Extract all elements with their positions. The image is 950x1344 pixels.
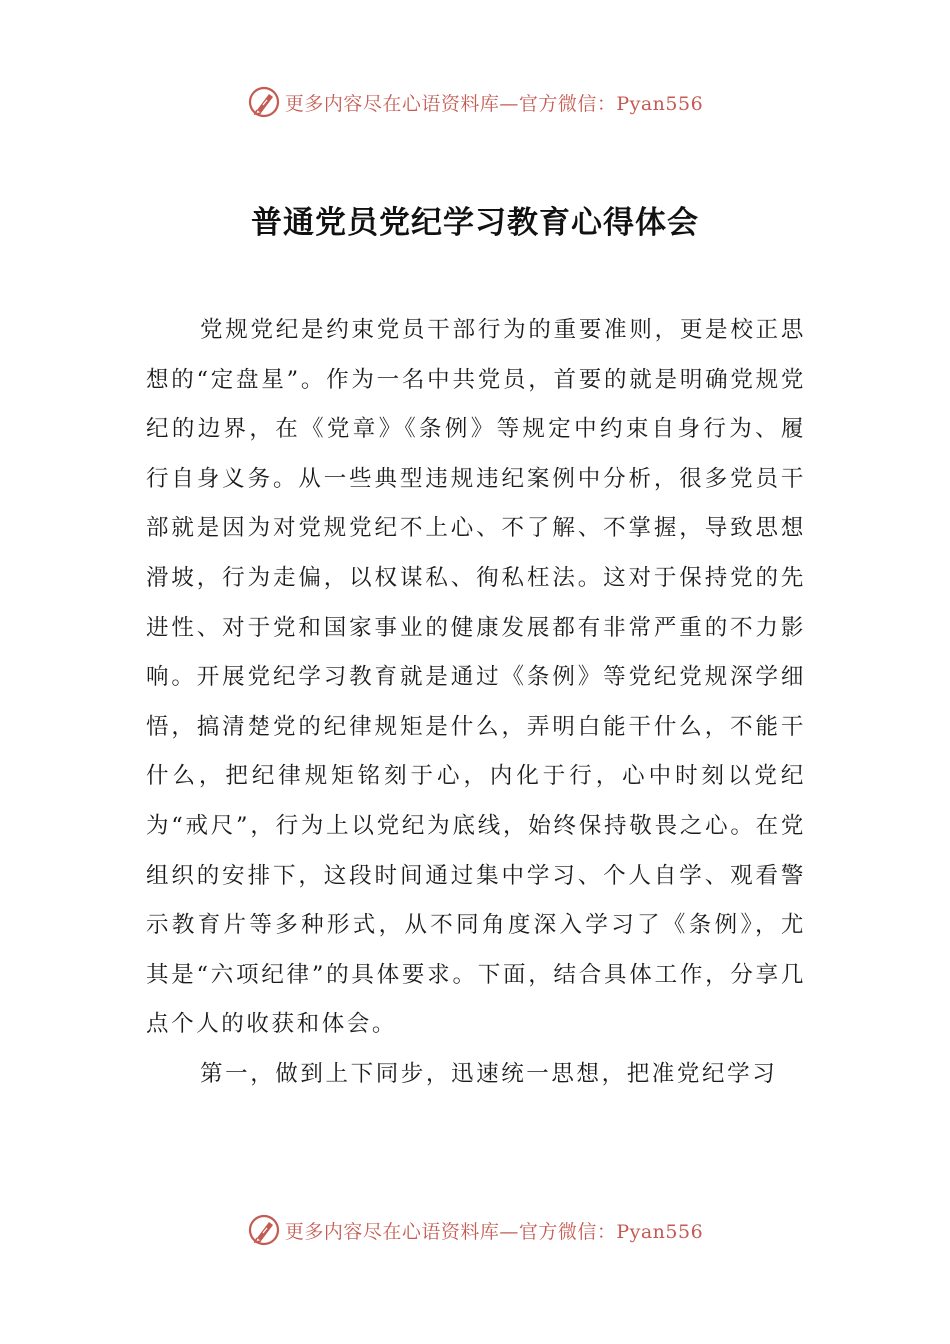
pen-nib-logo-icon [247, 85, 281, 119]
pen-nib-logo-icon [247, 1213, 281, 1247]
paragraph: 党规党纪是约束党员干部行为的重要准则，更是校正思想的“定盘星”。作为一名中共党员，首要的就是明确党规党纪的边界，在《党章》《条例》等规定中约束自身行为、履行自身义务。从一些典型违规违纪案例中分析，很多党员干部就是因为对党规党纪不上心、不了解、不掌握，导致思想滑坡，行为走偏，以权谋私、徇私枉法。这对于保持党的先进性、对于党和国家事业的健康发展都有非常严重的不力影响。开展党纪学习教育就是通过《条例》等党纪党规深学细悟，搞清楚党的纪律规矩是什么，弄明白能干什么，不能干什么，把纪律规矩铭刻于心，内化于行，心中时刻以党纪为“戒尺”，行为上以党纪为底线，始终保持敬畏之心。在党组织的安排下，这段时间通过集中学习、个人自学、观看警示教育片等多种形式，从不同角度深入学习了《条例》，尤其是“六项纪律”的具体要求。下面，结合具体工作，分享几点个人的收获和体会。 [146, 317, 806, 1038]
header-banner-text: 更多内容尽在心语资料库—官方微信：Pyan556 [284, 92, 704, 115]
header-banner [0, 80, 950, 124]
document-title: 普通党员党纪学习教育心得体会 [251, 204, 699, 241]
document-body [146, 306, 806, 1100]
footer-banner [0, 1208, 950, 1252]
paragraph: 第一，做到上下同步，迅速统一思想，把准党纪学习 [200, 1060, 778, 1087]
footer-banner-text: 更多内容尽在心语资料库—官方微信：Pyan556 [284, 1220, 704, 1243]
